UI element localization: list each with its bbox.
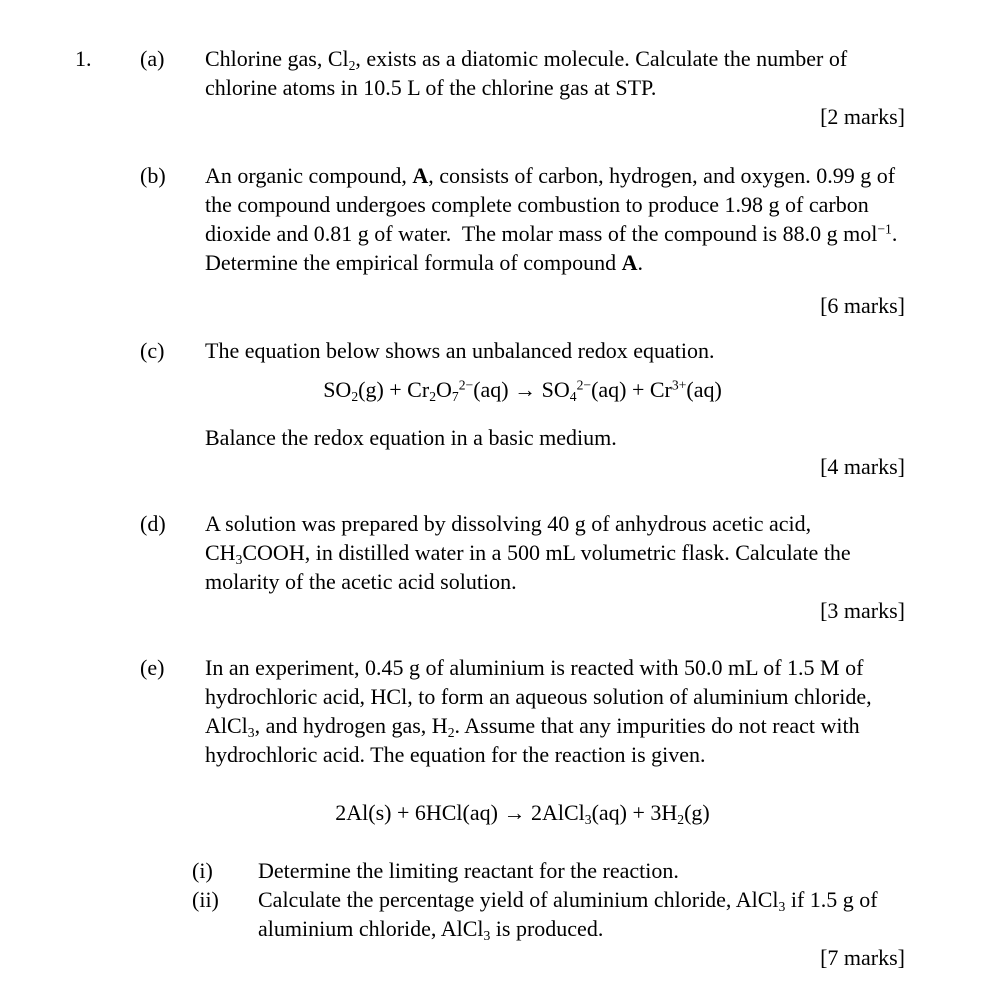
subpart-ii-label: (ii) [192, 887, 219, 912]
part-e-text-line: AlCl$_3$, and hydrogen gas, $H_2$. Assume that any impurities do not react with [205, 713, 860, 740]
part-a-text-line: chlorine atoms in 10.5 L of the chlorine gas at STP. [205, 75, 657, 100]
part-a-marks: [2 marks] [820, 104, 905, 129]
part-a-body [205, 44, 905, 131]
subpart-i-text-line: Determine the limiting reactant for the reaction. [258, 858, 679, 883]
subpart-ii [192, 885, 905, 943]
subpart-ii-text-line: Calculate the percentage yield of aluminium chloride, AlCl$_3$ if 1.5 g of [258, 887, 878, 914]
part-b-text-line: Determine the empirical formula of compound A. [205, 250, 644, 275]
question-number: 1. [75, 46, 92, 71]
part-a-text-line: Chlorine gas, $Cl_2$, exists as a diatomic molecule. Calculate the number of [205, 46, 848, 73]
part-b-label: (b) [140, 163, 166, 188]
subpart-i-label: (i) [192, 858, 213, 883]
part-c-intro: The equation below shows an unbalanced redox equation. [205, 338, 715, 363]
part-e-label: (e) [140, 655, 165, 680]
subpart-ii-body [258, 885, 892, 943]
part-a-label: (a) [140, 46, 165, 71]
part-d-marks: [3 marks] [820, 598, 905, 623]
part-c-label: (c) [140, 338, 165, 363]
part-d-text-line: A solution was prepared by dissolving 40 g of anhydrous acetic acid, [205, 511, 812, 536]
redox-chemical-equation: $SO_2(g) + Cr_2O_7^{2-}(aq) \to SO_4^{2-}(aq) + Cr^{3+}(aq)$ [323, 377, 722, 404]
part-b-text-line: the compound undergoes complete combustion to produce 1.98 g of carbon [205, 192, 869, 217]
part-e-subparts [192, 856, 905, 943]
question-part-b [75, 161, 905, 320]
part-b-text-line: An organic compound, A, consists of carbon, hydrogen, and oxygen. 0.99 g of [205, 163, 896, 188]
part-d-label: (d) [140, 511, 166, 536]
part-b-body [205, 161, 905, 320]
question-part-d [75, 509, 905, 625]
aluminium-chemical-equation: 2Al(s) + 6HCl(aq) → 2AlCl$_3$(aq) + $3H_2(g)$ [335, 800, 710, 827]
part-c-instruction: Balance the redox equation in a basic medium. [205, 425, 617, 450]
part-e-text-line: hydrochloric acid, HCl, to form an aqueous solution of aluminium chloride, [205, 684, 872, 709]
question-part-e [75, 653, 905, 972]
subpart-i-body [258, 856, 892, 885]
part-e-marks: [7 marks] [820, 945, 905, 970]
part-c-body [205, 336, 905, 481]
part-d-body [205, 509, 905, 625]
subpart-ii-text-line: aluminium chloride, AlCl$_3$ is produced. [258, 916, 604, 943]
question-part-a [75, 44, 905, 131]
part-c-marks: [4 marks] [820, 454, 905, 479]
part-d-text-line: molarity of the acetic acid solution. [205, 569, 517, 594]
part-e-text-line: hydrochloric acid. The equation for the reaction is given. [205, 742, 706, 767]
part-b-marks: [6 marks] [820, 293, 905, 318]
question-part-c [75, 336, 905, 481]
part-b-text-line: dioxide and 0.81 g of water. The molar mass of the compound is 88.0 g mol$^{-1}$. [205, 221, 898, 246]
part-e-text-line: In an experiment, 0.45 g of aluminium is reacted with 50.0 mL of 1.5 M of [205, 655, 864, 680]
part-e-body [192, 653, 905, 972]
part-d-text-line: $CH_3COOH$, in distilled water in a 500 mL volumetric flask. Calculate the [205, 540, 851, 567]
subpart-i [192, 856, 905, 885]
